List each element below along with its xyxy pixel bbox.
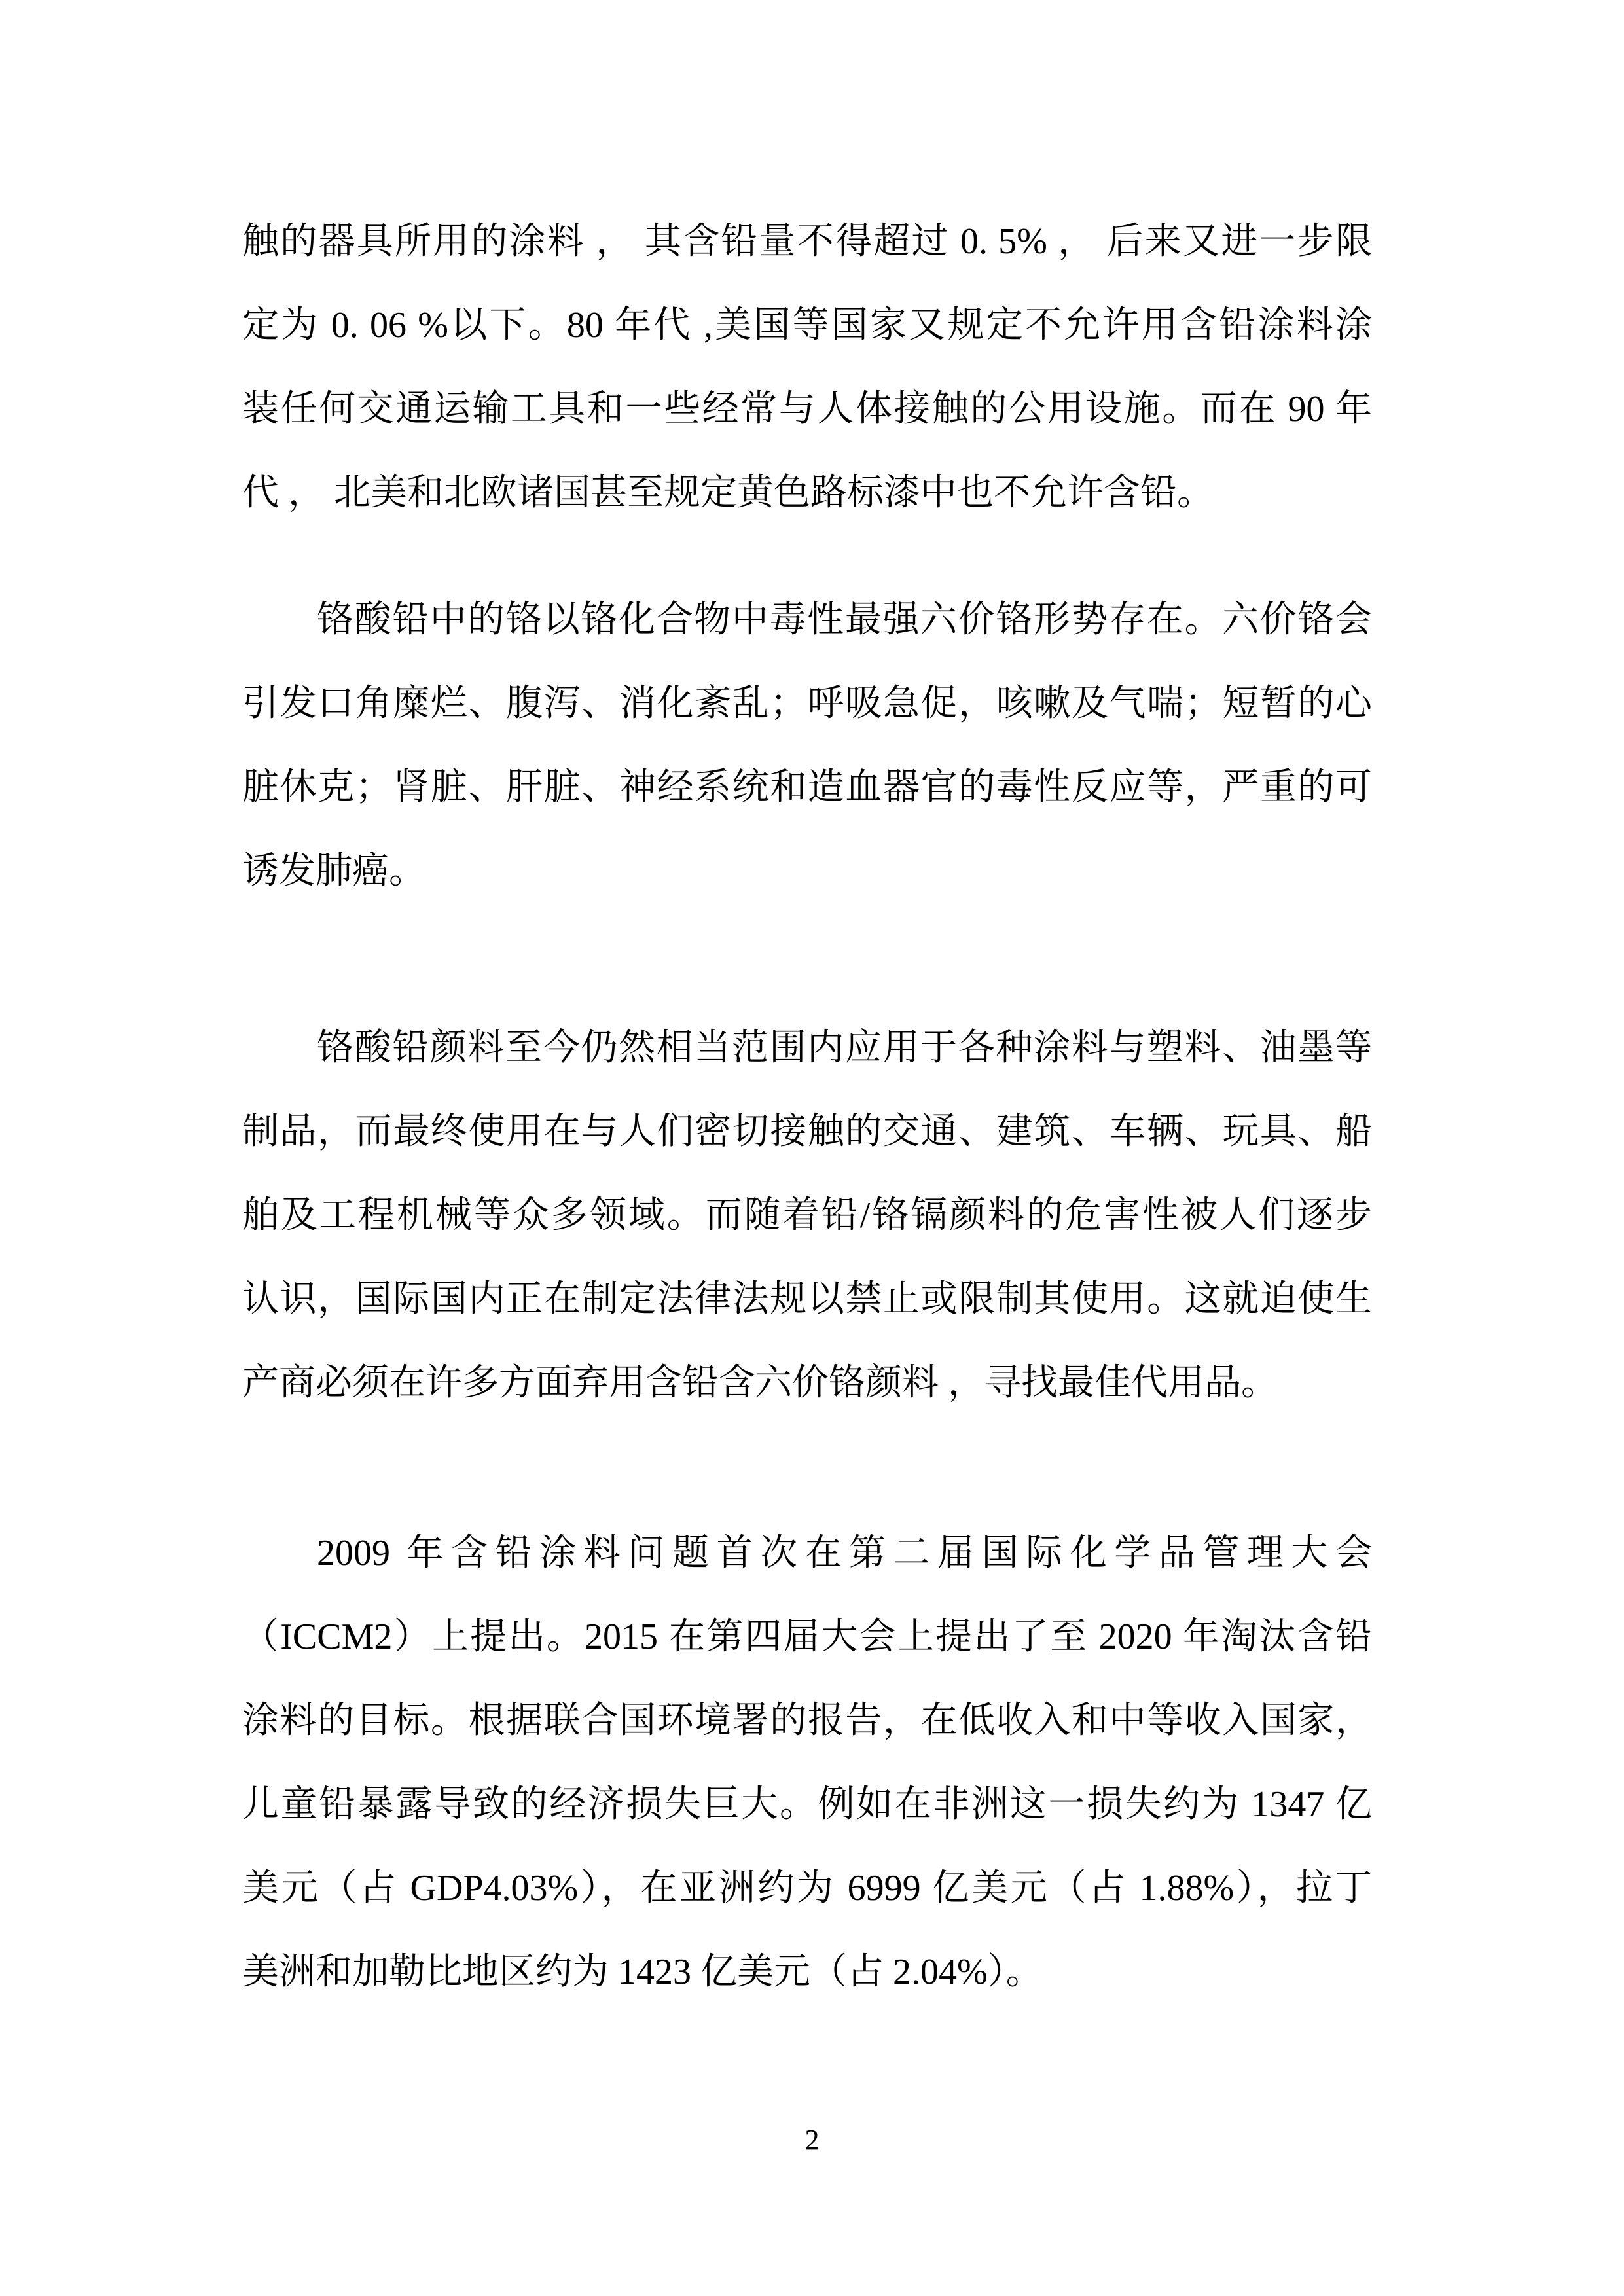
text-line: 制品，而最终使用在与人们密切接触的交通、建筑、车辆、玩具、船 — [242, 1111, 1372, 1152]
text-line: （ICCM2）上提出。2015 在第四届大会上提出了至 2020 年淘汰含铅 — [242, 1617, 1372, 1657]
text-line: 触的器具所用的涂料 ， 其含铅量不得超过 0. 5% ， 后来又进一步限 — [242, 221, 1372, 262]
text-line: 涂料的目标。根据联合国环境署的报告，在低收入和中等收入国家， — [242, 1700, 1372, 1741]
text-line: 代 ， 北美和北欧诸国甚至规定黄色路标漆中也不允许含铅。 — [242, 473, 1214, 513]
text-line: 儿童铅暴露导致的经济损失巨大。例如在非洲这一损失约为 1347 亿 — [242, 1784, 1372, 1825]
text-line: 产商必须在许多方面弃用含铅含六价铬颜料 ，寻找最佳代用品。 — [242, 1363, 1278, 1403]
paragraph — [242, 578, 1372, 913]
text-line: 铬酸铅颜料至今仍然相当范围内应用于各种涂料与塑料、油墨等 — [317, 1028, 1372, 1068]
text-line: 舶及工程机械等众多领域。而随着铅/铬镉颜料的危害性被人们逐步 — [242, 1195, 1372, 1236]
paragraph — [242, 1511, 1372, 2014]
text-line: 引发口角糜烂、腹泻、消化紊乱；呼吸急促，咳嗽及气喘；短暂的心 — [242, 683, 1372, 724]
page-number: 2 — [804, 2124, 820, 2156]
text-line: 美洲和加勒比地区约为 1423 亿美元（占 2.04%）。 — [242, 1952, 1043, 1992]
page-footer — [0, 2121, 1624, 2160]
text-line: 诱发肺癌。 — [242, 851, 425, 891]
text-line: 定为 0. 06 %以下。80 年代 ,美国等国家又规定不允许用含铅涂料涂 — [242, 305, 1372, 346]
document-body — [242, 200, 1372, 2014]
paragraph — [242, 200, 1372, 535]
text-line: 美元（占 GDP4.03%），在亚洲约为 6999 亿美元（占 1.88%），拉丁 — [242, 1868, 1372, 1909]
text-line: 装任何交通运输工具和一些经常与人体接触的公用设施。而在 90 年 — [242, 389, 1372, 429]
text-line: 2009 年含铅涂料问题首次在第二届国际化学品管理大会 — [317, 1533, 1372, 1573]
text-line: 认识，国际国内正在制定法律法规以禁止或限制其使用。这就迫使生 — [242, 1279, 1372, 1319]
text-line: 铬酸铅中的铬以铬化合物中毒性最强六价铬形势存在。六价铬会 — [317, 600, 1372, 640]
text-line: 脏休克；肾脏、肝脏、神经系统和造血器官的毒性反应等，严重的可 — [242, 767, 1372, 808]
paragraph — [242, 1006, 1372, 1425]
